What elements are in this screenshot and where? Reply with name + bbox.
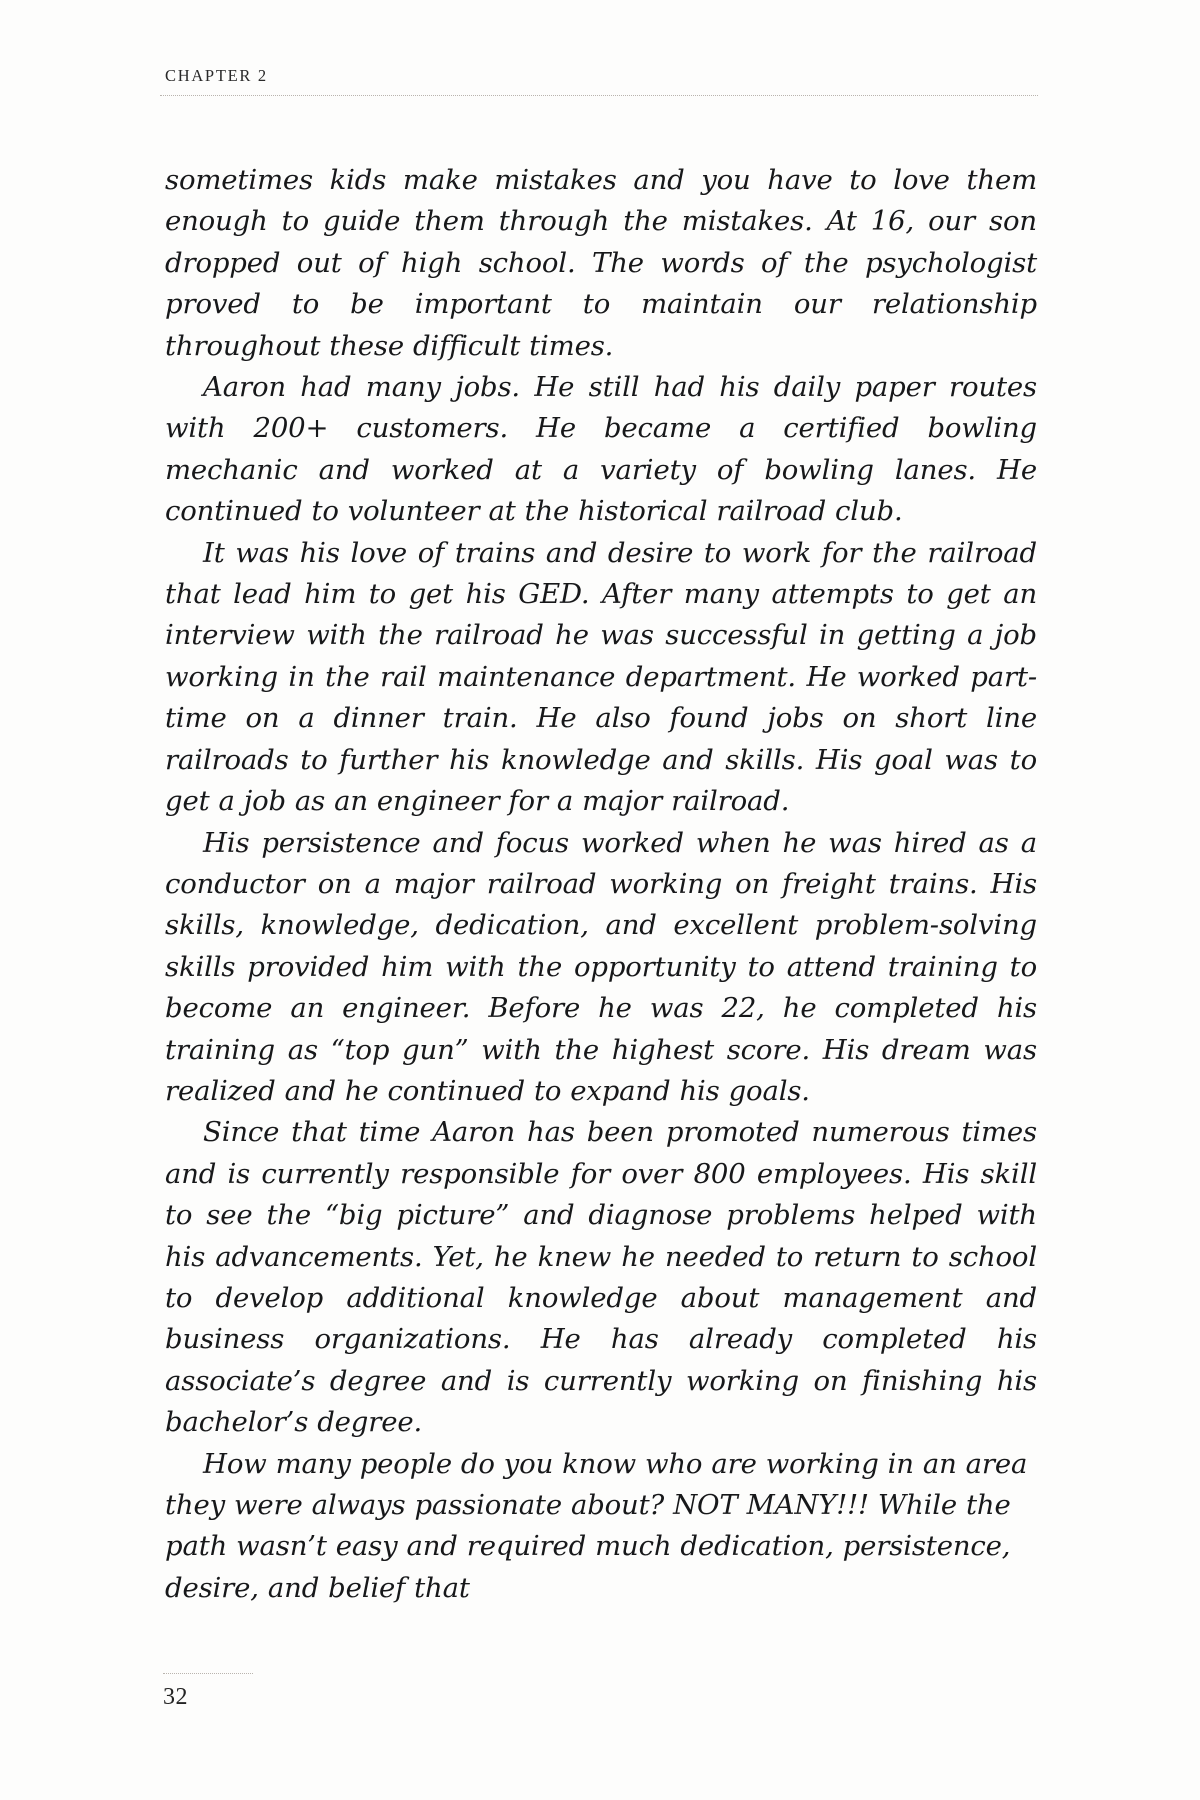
running-head xyxy=(165,66,1035,96)
paragraph: Aaron had many jobs. He still had his daily paper routes with 200+ customers. He became a certified bowling mechanic and worked at a variety of bowling lanes. He continued to volunteer at the historical railroad club. xyxy=(165,371,1037,528)
page-number: 32 xyxy=(163,1684,188,1710)
footer-divider xyxy=(163,1673,253,1675)
header-divider xyxy=(160,95,1038,97)
paragraph: How many people do you know who are working in an area they were always passionate about? NOT MANY!!! While the path wasn’t easy and required much dedication, persistence, desire, and belief that xyxy=(165,1447,1028,1604)
paragraph: sometimes kids make mistakes and you have to love them enough to guide them through the mistakes. At 16, our son dropped out of high school. The words of the psychologist proved to be important to maintain our relationship throughout these difficult times. xyxy=(165,164,1037,362)
paragraph: Since that time Aaron has been promoted numerous times and is currently responsible for over 800 employees. His skill to see the “big picture” and diagnose problems helped with his advancements. Yet, he knew he needed to return to school to develop additional knowledge about management and business organizations. He has already completed his associate’s degree and is currently working on finishing his bachelor’s degree. xyxy=(165,1116,1037,1439)
paragraph: It was his love of trains and desire to work for the railroad that lead him to get his GED. After many attempts to get an interview with the railroad he was successful in getting a job working in the rail maintenance department. He worked part-time on a dinner train. He also found jobs on short line railroads to further his knowledge and skills. His goal was to get a job as an engineer for a major railroad. xyxy=(165,536,1037,818)
running-head-label: CHAPTER 2 xyxy=(165,66,268,85)
body-text xyxy=(165,160,1037,1609)
paragraph: His persistence and focus worked when he was hired as a conductor on a major railroad working on freight trains. His skills, knowledge, dedication, and excellent problem-solving skills provided him with the opportunity to attend training to become an engineer. Before he was 22, he completed his training as “top gun” with the highest score. His dream was realized and he continued to expand his goals. xyxy=(165,826,1037,1107)
